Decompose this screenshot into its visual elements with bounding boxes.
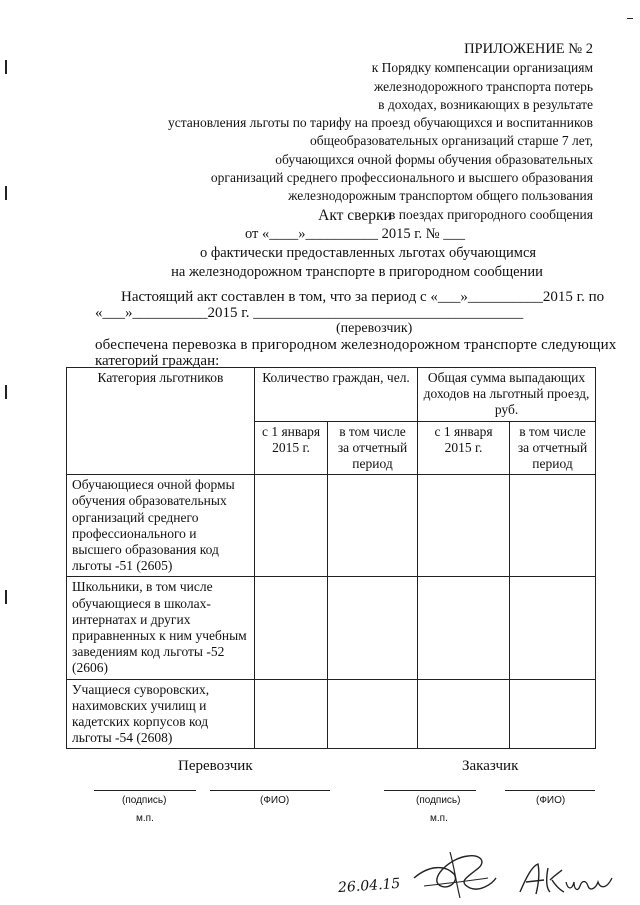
appendix-header — [168, 40, 593, 224]
customer-stamp-place: м.п. — [430, 813, 448, 824]
header-sum: Общая сумма выпадающих доходов на льготный проезд, руб. — [418, 368, 596, 422]
header-quantity: Количество граждан, чел. — [255, 368, 418, 422]
subheader-since-jan: с 1 января 2015 г. — [418, 421, 510, 475]
row-category: Учащиеся суворовских, нахимовских училищ и кадетских корпусов код льготы -54 (2608) — [67, 679, 255, 749]
body-line-3: обеспечена перевозка в пригородном железнодорожном транспорте следующих — [95, 337, 617, 353]
beneficiaries-table — [66, 367, 596, 749]
appendix-line: к Порядку компенсации организациям — [371, 60, 593, 76]
table-row — [67, 475, 596, 577]
scan-margin-mark — [5, 385, 7, 399]
table-cell — [328, 475, 418, 577]
table-cell — [255, 577, 328, 679]
row-category: Обучающиеся очной формы обучения образовательных организаций среднего профессионального и высшего образования код льготы -51 (2605) — [67, 475, 255, 577]
signature-flourish-icon — [410, 848, 500, 900]
table-cell — [255, 679, 328, 749]
scan-margin-mark — [627, 18, 633, 19]
appendix-line: установления льготы по тарифу на проезд обучающихся и воспитанников — [167, 115, 593, 131]
table-header-row — [67, 368, 596, 422]
table-cell — [328, 679, 418, 749]
subheader-incl-period: в том числе за отчетный период — [328, 421, 418, 475]
appendix-line: железнодорожного транспорта потерь — [374, 78, 593, 94]
body-line-2: «___»__________2015 г. ____________________________________ — [95, 305, 524, 321]
customer-signature-line — [384, 790, 476, 791]
customer-label: Заказчик — [462, 758, 519, 774]
handwritten-date: 26.04.15 — [337, 875, 401, 897]
act-title-block — [0, 206, 640, 282]
body-line-1: Настоящий акт составлен в том, что за период с «___»__________2015 г. по — [121, 289, 605, 305]
table-row — [67, 679, 596, 749]
customer-fio-line — [505, 790, 595, 791]
appendix-line: в доходах, возникающих в результате — [378, 96, 593, 112]
table-cell — [255, 475, 328, 577]
carrier-fio-caption: (ФИО) — [260, 795, 290, 806]
handwritten-signature-icon — [516, 858, 616, 900]
table-row — [67, 577, 596, 679]
appendix-line: обучающихся очной формы обучения образовательных — [275, 151, 593, 167]
appendix-line: железнодорожным транспортом общего пользования — [288, 188, 593, 204]
table-cell — [418, 679, 510, 749]
scan-margin-mark — [5, 186, 7, 200]
table-cell — [328, 577, 418, 679]
table-cell — [510, 475, 596, 577]
table-cell — [510, 577, 596, 679]
carrier-label: Перевозчик — [178, 758, 253, 774]
row-category: Школьники, в том числе обучающиеся в школах-интернатах и других приравненных к ним учебным заведениям код льготы -52 (2606) — [67, 577, 255, 679]
act-subtitle: на железнодорожном транспорте в пригородном сообщении — [171, 264, 543, 280]
customer-sign-caption: (подпись) — [416, 795, 461, 806]
scan-margin-mark — [5, 60, 7, 74]
appendix-line: общеобразовательных организаций старше 7 лет, — [310, 133, 593, 149]
subheader-incl-period: в том числе за отчетный период — [510, 421, 596, 475]
customer-fio-caption: (ФИО) — [536, 795, 566, 806]
act-title: Акт сверки — [318, 207, 392, 224]
scan-margin-mark — [5, 590, 7, 604]
appendix-line: организаций среднего профессионального и высшего образования — [210, 170, 593, 186]
carrier-signature-line — [94, 790, 196, 791]
carrier-fio-line — [210, 790, 330, 791]
subheader-since-jan: с 1 января 2015 г. — [255, 421, 328, 475]
carrier-caption: (перевозчик) — [336, 321, 413, 336]
header-category: Категория льготников — [67, 368, 255, 475]
appendix-title: ПРИЛОЖЕНИЕ № 2 — [464, 41, 593, 57]
act-date-line: от «____»__________ 2015 г. № ___ — [244, 226, 466, 242]
table-cell — [418, 475, 510, 577]
carrier-stamp-place: м.п. — [136, 813, 154, 824]
act-subtitle: о фактически предоставленных льготах обучающимся — [199, 245, 537, 261]
table-cell — [418, 577, 510, 679]
table-cell — [510, 679, 596, 749]
appendix-line: в поездах пригородного сообщения — [389, 206, 593, 222]
body-line-4: категорий граждан: — [95, 353, 220, 369]
carrier-sign-caption: (подпись) — [122, 795, 167, 806]
